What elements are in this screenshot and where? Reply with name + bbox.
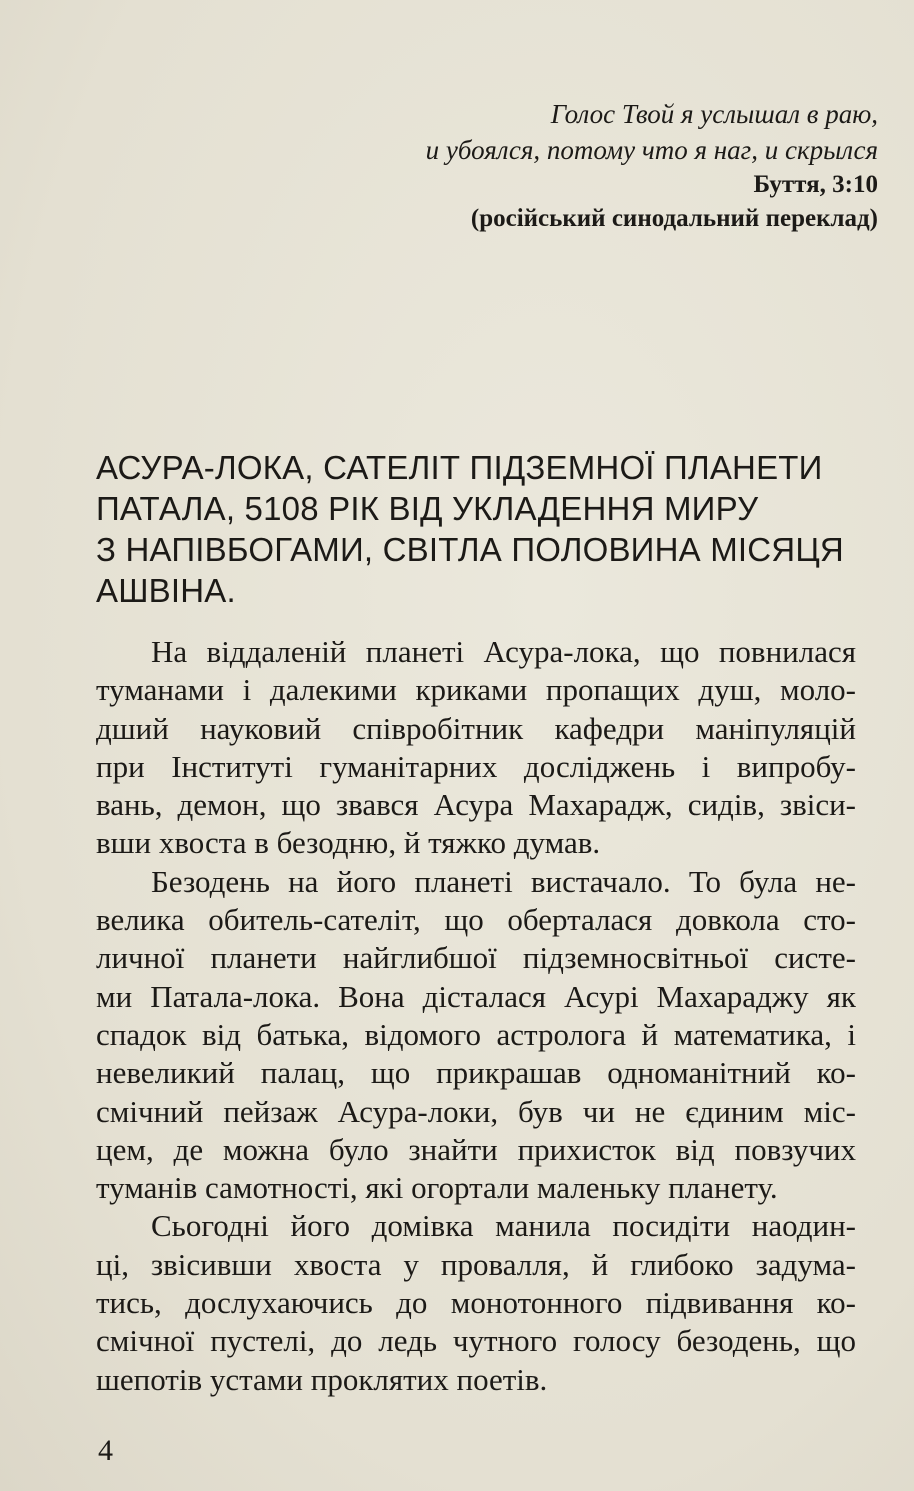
text-line: вши хвоста в безодню, й тяжко думав. <box>96 825 601 861</box>
text-line: туманів самотності, які огортали маленьку планету. <box>96 1170 778 1206</box>
text-line: ми Патала-лока. Вона дісталася Асурі Махараджу як <box>96 978 856 1014</box>
text-line: спадок від батька, відомого астролога й математика, і <box>96 1016 856 1052</box>
heading-line: АШВІНА. <box>96 572 236 609</box>
text-line: туманами і далекими криками пропащих душ, моло- <box>96 672 856 708</box>
heading-line: ПАТАЛА, 5108 РІК ВІД УКЛАДЕННЯ МИРУ <box>96 490 759 527</box>
heading-line: АСУРА-ЛОКА, САТЕЛІТ ПІДЗЕМНОЇ ПЛАНЕТИ <box>96 449 823 486</box>
text-line: Безодень на його планеті вистачало. То була не- <box>151 863 856 899</box>
epigraph-note: (російський синодальний переклад) <box>470 205 878 232</box>
text-line: личної планети найглибшої підземносвітньої систе- <box>96 940 856 976</box>
epigraph-line: и убоялся, потому что я наг, и скрылся <box>425 135 878 165</box>
text-line: ці, звісивши хвоста у провалля, й глибоко задума- <box>96 1246 856 1282</box>
text-line: вань, демон, що звався Асура Махарадж, сидів, звіси- <box>96 787 856 823</box>
text-line: невеликий палац, що прикрашав одноманітний ко- <box>96 1055 856 1091</box>
epigraph <box>78 96 878 236</box>
text-line: велика обитель-сателіт, що оберталася довкола сто- <box>96 902 856 938</box>
text-line: смічної пустелі, до ледь чутного голосу безодень, що <box>96 1323 856 1359</box>
text-line: На віддаленій планеті Асура-лока, що повнилася <box>151 634 856 669</box>
paragraph <box>96 863 856 1208</box>
text-line: шепотів устами проклятих поетів. <box>96 1361 548 1397</box>
text-line: тись, дослухаючись до монотонного підвивання ко- <box>96 1285 856 1321</box>
text-line: цем, де можна було знайти прихисток від повзучих <box>96 1131 856 1167</box>
paragraph <box>96 633 856 863</box>
text-line: Сьогодні його домівка манила посидіти наодин- <box>151 1208 856 1244</box>
paragraph <box>96 1207 856 1398</box>
body-text <box>96 633 856 1399</box>
text-line: при Інституті гуманітарних досліджень і випробу- <box>96 748 856 784</box>
epigraph-line: Голос Твой я услышал в раю, <box>550 99 878 129</box>
chapter-heading <box>96 447 856 611</box>
page-number: 4 <box>98 1434 113 1467</box>
text-line: смічний пейзаж Асура-локи, був чи не єдиним міс- <box>96 1093 856 1129</box>
epigraph-source: Буття, 3:10 <box>753 171 878 198</box>
heading-line: З НАПІВБОГАМИ, СВІТЛА ПОЛОВИНА МІСЯЦЯ <box>96 531 844 568</box>
text-line: дший науковий співробітник кафедри маніпуляцій <box>96 710 856 746</box>
